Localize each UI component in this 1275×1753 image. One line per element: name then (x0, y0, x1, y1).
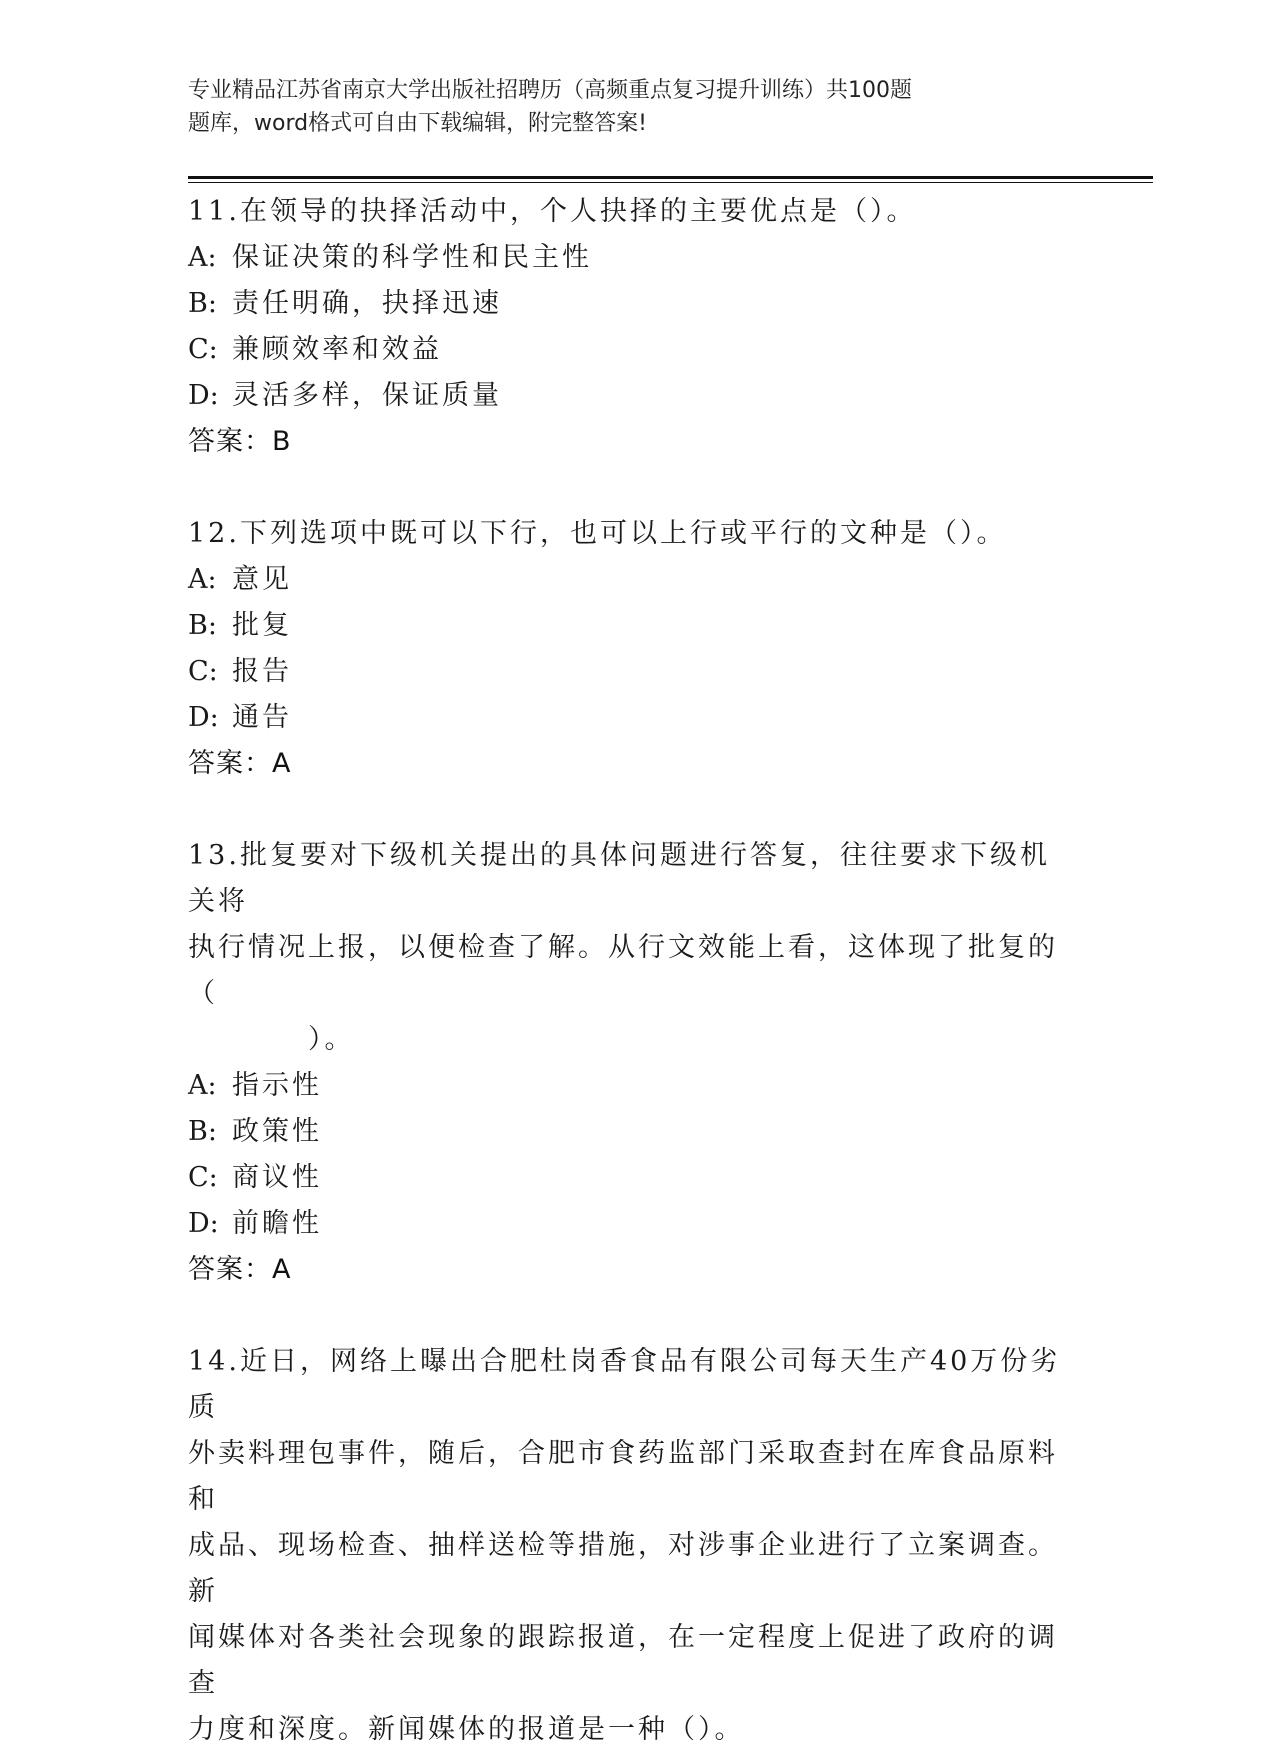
answer-option (188, 1109, 1068, 1155)
option-key: C: (188, 656, 218, 687)
option-text: 批复 (232, 610, 292, 641)
question-stem-line: 闻媒体对各类社会现象的跟踪报道，在一定程度上促进了政府的调查 (188, 1622, 1058, 1699)
header-divider-thick (188, 176, 1153, 179)
option-text: 兼顾效率和效益 (232, 334, 442, 365)
option-text: 商议性 (232, 1162, 322, 1193)
answer-option (188, 373, 1068, 419)
answer-option (188, 603, 1068, 649)
option-key: A: (188, 242, 217, 273)
question-block (188, 511, 1068, 787)
option-key: D: (188, 380, 219, 411)
answer-option (188, 649, 1068, 695)
option-text: 意见 (232, 564, 292, 595)
header-line-2: 题库，word格式可自由下载编辑，附完整答案! (188, 111, 647, 136)
question-block (188, 189, 1068, 465)
answer-line: 答案：B (188, 426, 292, 457)
option-text: 通告 (232, 702, 292, 733)
question-stem-line: 外卖料理包事件，随后，合肥市食药监部门采取查封在库食品原料和 (188, 1438, 1058, 1515)
option-text: 保证决策的科学性和民主性 (232, 242, 592, 273)
question-stem-line: 13.批复要对下级机关提出的具体问题进行答复，往往要求下级机关将 (188, 840, 1050, 917)
question-stem (188, 189, 1068, 235)
question-stem-line: 12.下列选项中既可以下行，也可以上行或平行的文种是（）。 (188, 518, 1007, 549)
question-stem-line: 执行情况上报，以便检查了解。从行文效能上看，这体现了批复的（ (188, 932, 1058, 1009)
answer-option (188, 695, 1068, 741)
option-text: 灵活多样，保证质量 (232, 380, 502, 411)
header-line-1: 专业精品江苏省南京大学出版社招聘历（高频重点复习提升训练）共100题 (188, 78, 912, 103)
option-key: D: (188, 1208, 219, 1239)
question-list (188, 189, 1068, 1753)
question-block (188, 1339, 1068, 1753)
answer-line: 答案：A (188, 1254, 292, 1285)
question-stem (188, 1339, 1068, 1753)
option-key: B: (188, 610, 217, 641)
answer-option (188, 1201, 1068, 1247)
option-key: B: (188, 288, 217, 319)
answer-option (188, 281, 1068, 327)
option-text: 报告 (232, 656, 292, 687)
question-spacer (188, 787, 1068, 833)
option-key: B: (188, 1116, 217, 1147)
option-key: D: (188, 702, 219, 733)
answer-option (188, 1155, 1068, 1201)
header-divider-thin (188, 182, 1153, 183)
answer-option (188, 557, 1068, 603)
question-stem-line: 成品、现场检查、抽样送检等措施，对涉事企业进行了立案调查。新 (188, 1530, 1058, 1607)
question-stem (188, 511, 1068, 557)
question-spacer (188, 1293, 1068, 1339)
option-text: 前瞻性 (232, 1208, 322, 1239)
option-text: 指示性 (232, 1070, 322, 1101)
document-header (188, 74, 1048, 140)
question-block (188, 833, 1068, 1293)
answer-option (188, 1063, 1068, 1109)
question-spacer (188, 465, 1068, 511)
answer-option (188, 235, 1068, 281)
option-key: C: (188, 1162, 218, 1193)
option-text: 政策性 (232, 1116, 322, 1147)
question-stem-line: 力度和深度。新闻媒体的报道是一种（）。 (188, 1714, 745, 1745)
option-key: A: (188, 564, 217, 595)
option-text: 责任明确，抉择迅速 (232, 288, 502, 319)
question-stem-line: 11.在领导的抉择活动中，个人抉择的主要优点是（）。 (188, 196, 917, 227)
question-stem-line: ）。 (188, 1024, 355, 1055)
question-stem (188, 833, 1068, 1063)
option-key: C: (188, 334, 218, 365)
answer-option (188, 327, 1068, 373)
option-key: A: (188, 1070, 217, 1101)
answer-line: 答案：A (188, 748, 292, 779)
question-stem-line: 14.近日，网络上曝出合肥杜岗香食品有限公司每天生产40万份劣质 (188, 1346, 1061, 1423)
